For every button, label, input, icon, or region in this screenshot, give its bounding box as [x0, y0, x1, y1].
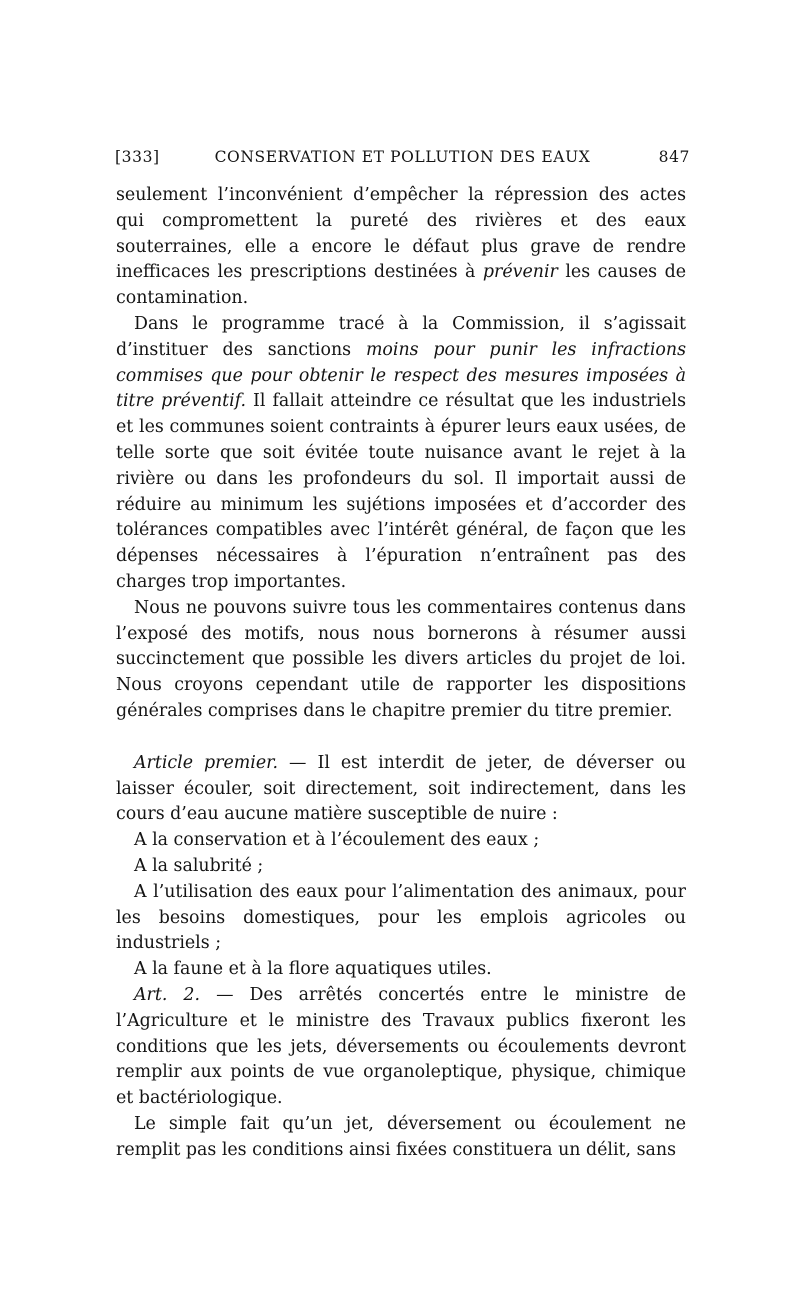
article-1: Article premier. — Il est interdit de jeter, de déverser ou laisser écouler, soit directement, soit indirectement, dans les cours d’eau aucune matière susceptible de nuire : — [116, 752, 686, 825]
page-reference: [333] — [115, 148, 160, 166]
article-1-item-4: A la faune et à la flore aquatiques utiles. — [134, 959, 492, 980]
article-1-item-2: A la salubrité ; — [134, 855, 264, 876]
paragraph-continuation: seulement l’inconvénient d’empêcher la répression des actes qui compromettent la pureté des rivières et des eaux souterraines, elle a encore le défaut plus grave de rendre inefficaces les prescriptions destinées à prévenir les causes de contamination. — [116, 185, 686, 309]
article-label: Art. 2. — [134, 984, 201, 1005]
page-number: 847 — [658, 148, 690, 166]
running-header — [115, 148, 690, 172]
body-text — [116, 183, 686, 1163]
emphasis-text: prévenir — [482, 262, 558, 283]
article-label: Article premier. — [134, 752, 279, 773]
paragraph-commission: Dans le programme tracé à la Commission, il s’agissait d’instituer des sanctions moins pour punir les infractions commises que pour obtenir le respect des mesures imposées à titre préventif. Il fallait atteindre ce résultat que les industriels et les communes soient contraints à épurer leurs eaux usées, de telle sorte que soit évitée toute nuisance avant le rejet à la rivière ou dans les profondeurs du sol. Il importait aussi de réduire au minimum les sujétions imposées et d’accorder des tolérances compatibles avec l’intérêt général, de façon que les dépenses nécessaires à l’épuration n’entraînent pas des charges trop importantes. — [116, 313, 687, 592]
article-1-item-3: A l’utilisation des eaux pour l’alimentation des animaux, pour les besoins domestiques, pour les emplois agricoles ou industriels ; — [116, 881, 686, 954]
article-1-item-1: A la conservation et à l’écoulement des eaux ; — [134, 830, 540, 851]
running-title: CONSERVATION ET POLLUTION DES EAUX — [214, 148, 591, 166]
emphasis-text: moins pour punir les infractions commises que pour obtenir le respect des mesures imposées à titre préventif. — [116, 339, 686, 412]
article-2: Art. 2. — Des arrêtés concertés entre le ministre de l’Agriculture et le ministre des Travaux publics fixeront les conditions que les jets, déversements ou écoulements devront remplir aux points de vue organoleptique, physique, chimique et bactériologique. — [116, 984, 687, 1109]
paragraph-summary: Nous ne pouvons suivre tous les commentaires contenus dans l’exposé des motifs, nous nous bornerons à résumer aussi succinctement que possible les divers articles du projet de loi. Nous croyons cependant utile de rapporter les dispositions générales comprises dans le chapitre premier du titre premier. — [116, 597, 686, 721]
paragraph-offence: Le simple fait qu’un jet, déversement ou écoulement ne remplit pas les conditions ainsi fixées constituera un délit, sans — [116, 1113, 686, 1160]
